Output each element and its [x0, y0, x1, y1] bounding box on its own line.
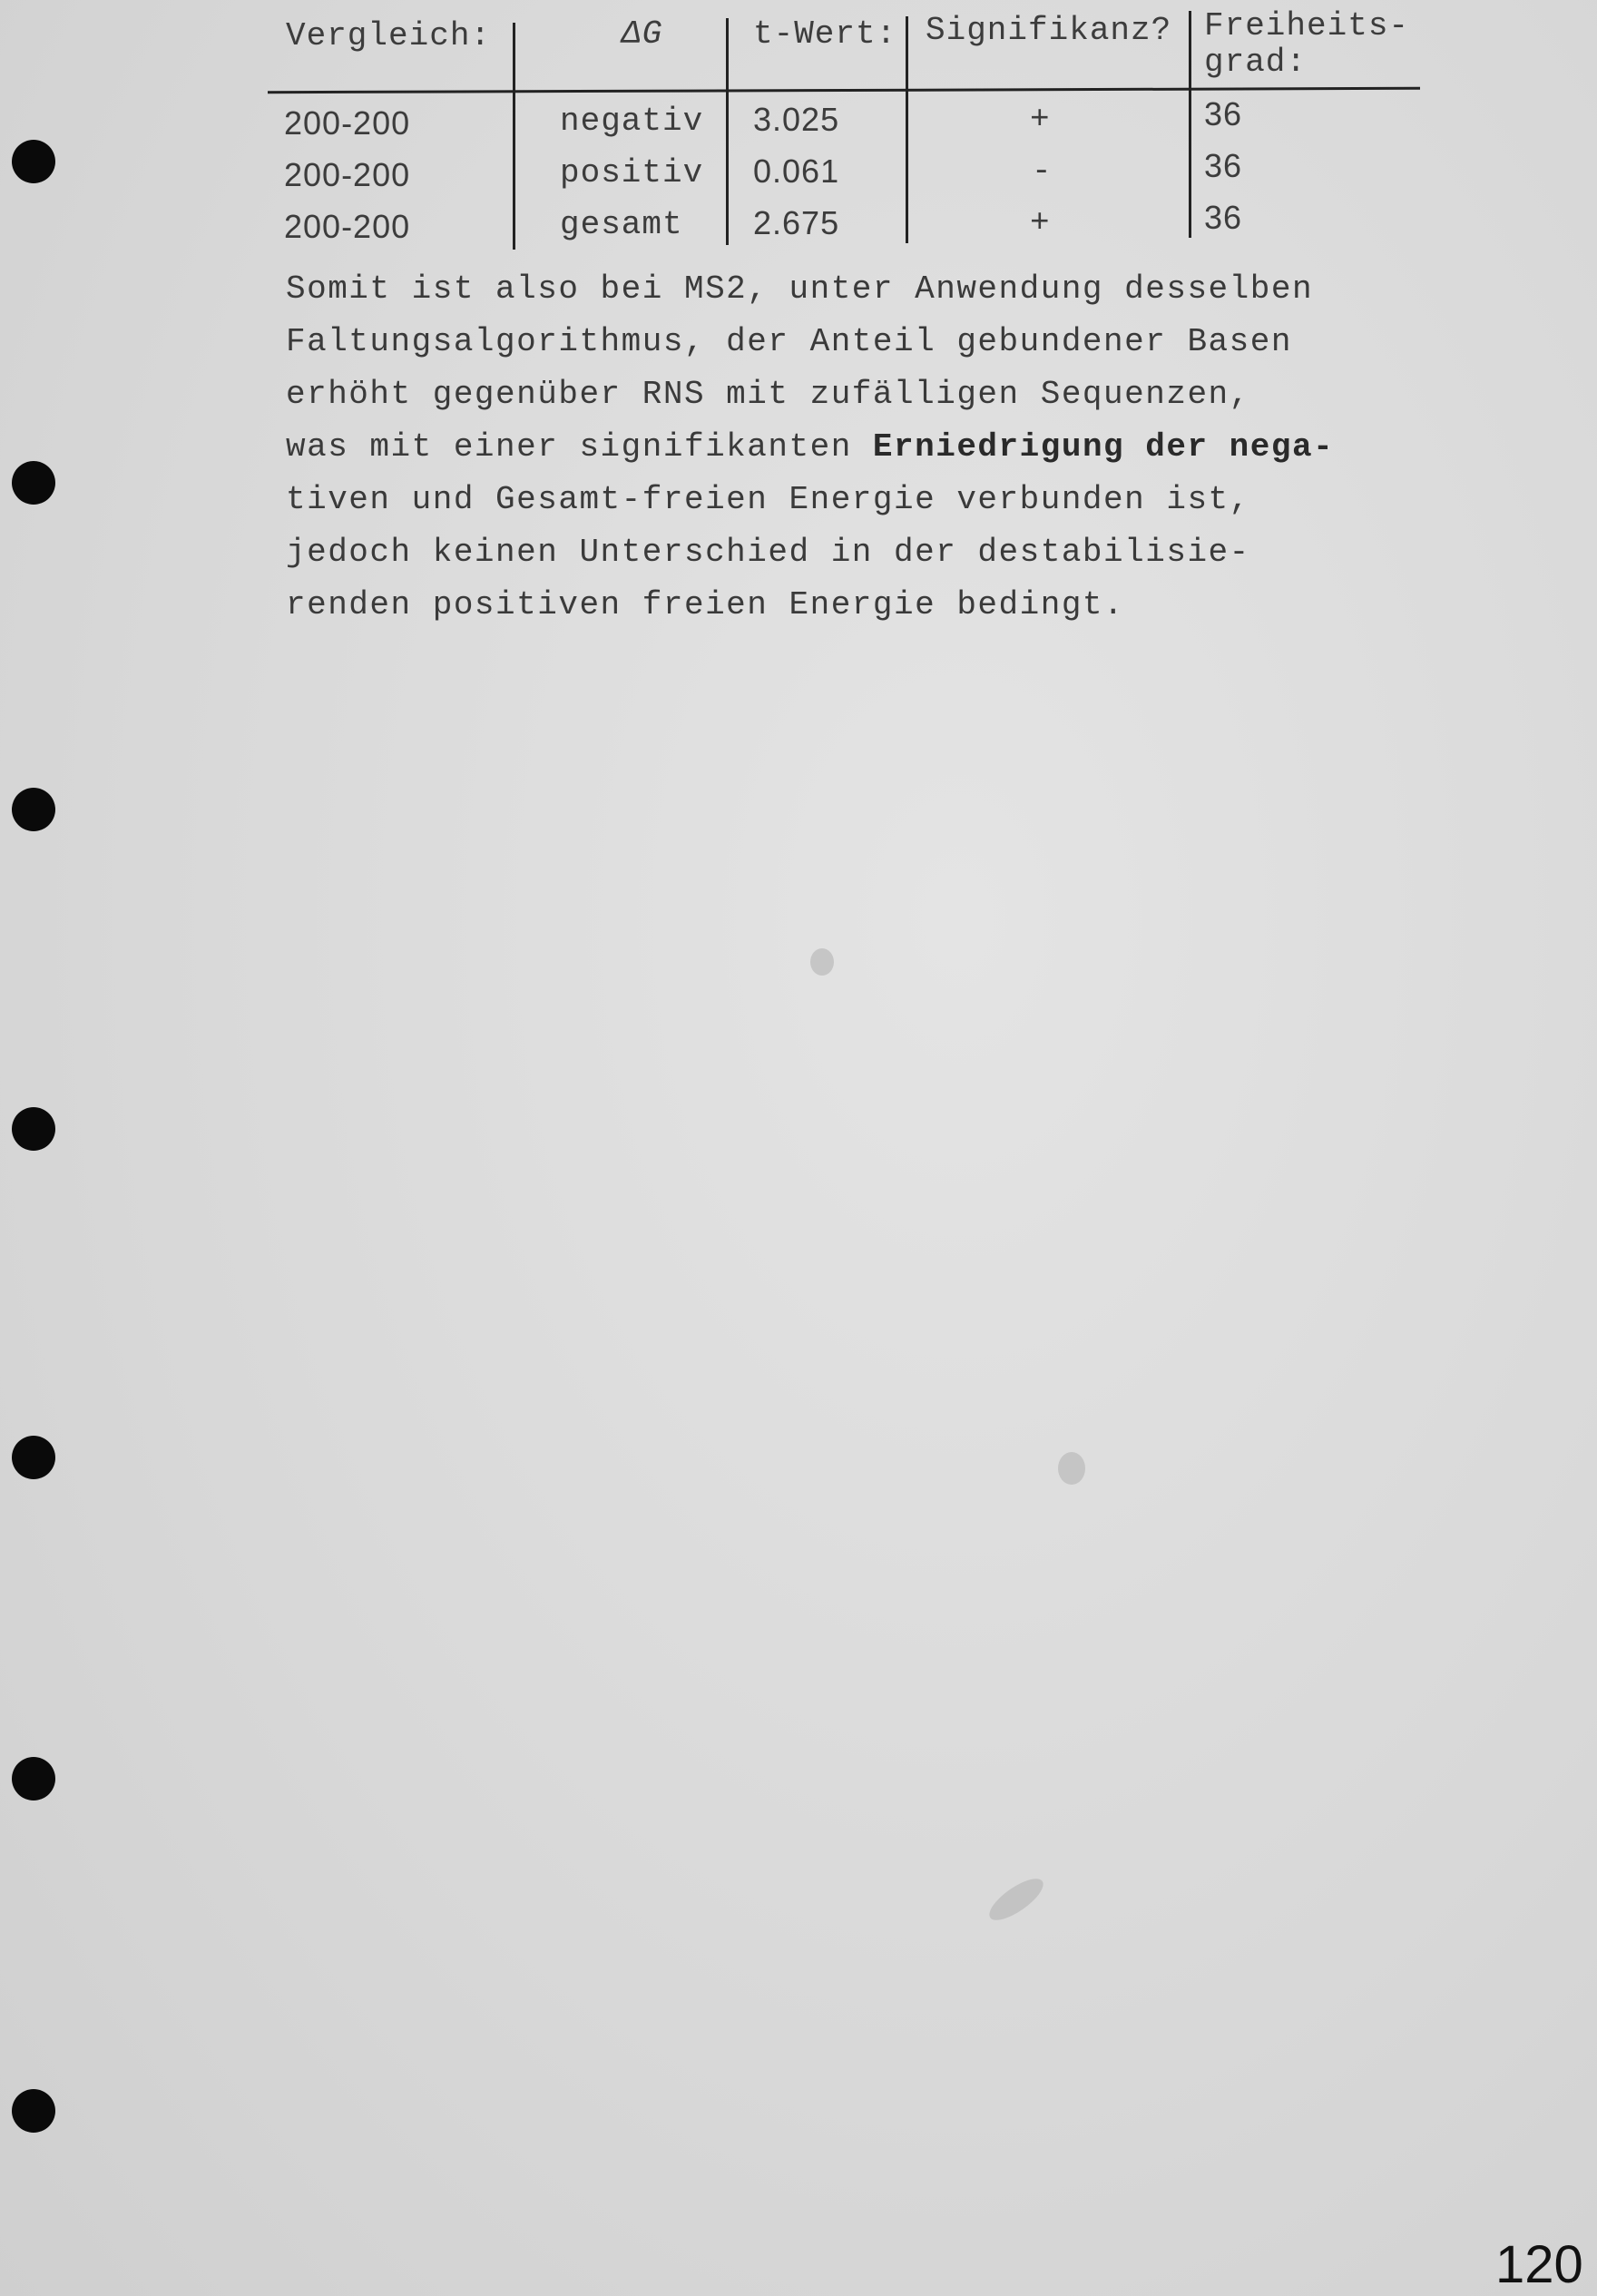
- paragraph-line: renden positiven freien Energie bedingt.: [286, 586, 1125, 623]
- punch-hole: [12, 788, 55, 831]
- punch-hole: [12, 1436, 55, 1479]
- table-cell-freiheitsgrad: 36: [1204, 147, 1243, 184]
- header-rule: [268, 87, 1420, 93]
- punch-hole: [12, 1107, 55, 1151]
- paragraph-line: tiven und Gesamt-freien Energie verbunden ist,: [286, 481, 1250, 518]
- punch-hole: [12, 2089, 55, 2133]
- table-cell-signifikanz: +: [1030, 101, 1051, 138]
- table-cell-t-wert: 3.025: [753, 101, 840, 138]
- paragraph-bold-text: Erniedrigung der nega-: [872, 428, 1335, 466]
- header-vergleich: Vergleich:: [286, 17, 492, 54]
- header-freiheitsgrad-1: Freiheits-: [1204, 7, 1410, 44]
- header-t-wert: t-Wert:: [753, 15, 897, 53]
- paper-smudge: [810, 948, 834, 976]
- table-cell-vergleich: 200-200: [284, 208, 411, 245]
- paragraph-line: Faltungsalgorithmus, der Anteil gebundener Basen: [286, 323, 1292, 360]
- paragraph-line: [286, 428, 1334, 466]
- column-rule: [906, 16, 908, 243]
- results-table: [268, 0, 1425, 259]
- table-cell-t-wert: 2.675: [753, 204, 840, 241]
- table-cell-t-wert: 0.061: [753, 152, 840, 190]
- table-cell-freiheitsgrad: 36: [1204, 95, 1243, 132]
- paragraph-line: jedoch keinen Unterschied in der destabilisie-: [286, 534, 1250, 571]
- table-cell-signifikanz: -: [1032, 152, 1053, 190]
- paper-smudge: [1058, 1452, 1085, 1485]
- column-rule: [1189, 11, 1191, 238]
- table-cell-signifikanz: +: [1030, 204, 1051, 241]
- paper-smudge: [984, 1871, 1049, 1927]
- table-cell-vergleich: 200-200: [284, 156, 411, 193]
- paragraph-line: Somit ist also bei MS2, unter Anwendung desselben: [286, 270, 1314, 308]
- paragraph-text: was mit einer signifikanten: [286, 428, 873, 466]
- column-rule: [726, 18, 729, 245]
- punch-hole: [12, 461, 55, 505]
- header-delta-g: ΔG: [622, 15, 663, 53]
- table-cell-delta-g: negativ: [560, 103, 704, 140]
- punch-hole: [12, 1757, 55, 1800]
- column-rule: [513, 23, 515, 250]
- page-number: 120: [1495, 2235, 1583, 2294]
- table-cell-freiheitsgrad: 36: [1204, 199, 1243, 236]
- header-freiheitsgrad-2: grad:: [1204, 44, 1308, 81]
- header-signifikanz: Signifikanz?: [926, 12, 1172, 49]
- table-cell-delta-g: gesamt: [560, 206, 683, 243]
- table-cell-vergleich: 200-200: [284, 104, 411, 142]
- punch-hole: [12, 140, 55, 183]
- paragraph-line: erhöht gegenüber RNS mit zufälligen Sequenzen,: [286, 376, 1250, 413]
- table-cell-delta-g: positiv: [560, 154, 704, 191]
